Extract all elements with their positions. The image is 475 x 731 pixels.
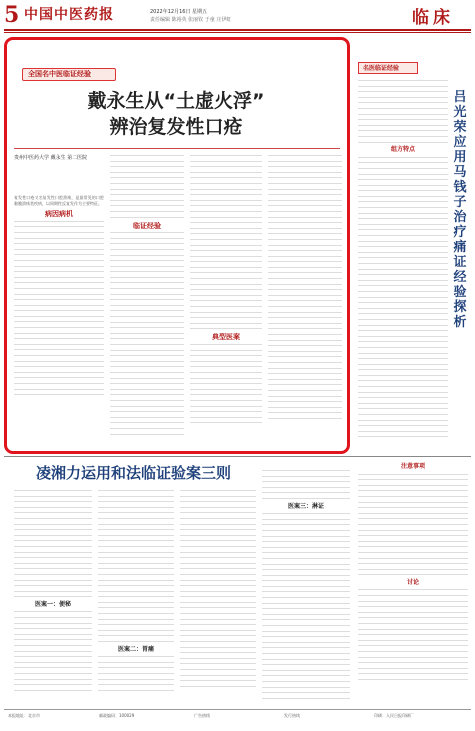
- second-column-4: [262, 470, 350, 700]
- right-subhead-formula: 组方特点: [390, 146, 415, 154]
- case-two-heading: 医案二：胃痛: [117, 645, 154, 653]
- right-column-lower: [358, 462, 468, 702]
- footer-printer: 印刷：人民日报印刷厂: [374, 713, 414, 718]
- feature-tag: 全国名中医临证经验: [28, 70, 91, 78]
- second-column-3: [180, 490, 256, 700]
- feature-column-2: [110, 155, 184, 445]
- section-divider: [4, 456, 471, 457]
- feature-column-3: [190, 155, 262, 445]
- right-vertical-title: 吕光荣应用马钱子治疗痛证经验探析: [453, 90, 467, 330]
- feature-column-4: [268, 155, 342, 445]
- issue-date: 2022年12月16日 星期五: [150, 9, 208, 15]
- case-three-heading: 医案三：淋证: [287, 502, 324, 510]
- feature-column-1: [14, 195, 104, 445]
- feature-body-preview: 复发性口疮又名复发性口腔溃疡，是最常见的口腔黏膜溃疡类疾病，以周期性反复发作为主要特征。: [14, 195, 104, 206]
- feature-rule: [14, 148, 340, 149]
- paper-name: 中国中医药报: [24, 7, 114, 23]
- page-number: 5: [4, 2, 20, 28]
- footer-ad-line: 广告热线: [194, 713, 210, 718]
- headline-line-2: 辨治复发性口疮: [109, 116, 243, 138]
- right-tag: 名医临证经验: [363, 65, 400, 72]
- footer-address: 本报地址：北京市: [8, 713, 40, 718]
- headline-line-1: 戴永生从“土虚火浮”: [87, 90, 265, 112]
- section-name: 临床: [412, 8, 454, 28]
- subhead-pathogenesis: 病因病机: [45, 210, 73, 219]
- masthead-rule-thin: [4, 32, 471, 33]
- editor-line: 责任编辑 陈裕英 张丽钦 于童 庄伊虹: [150, 17, 232, 23]
- second-column-2: [98, 490, 174, 700]
- masthead-rule: [4, 29, 471, 31]
- subhead-clinical-experience: 临证经验: [133, 221, 161, 230]
- footer: [4, 709, 471, 728]
- second-column-1: [14, 490, 92, 700]
- right-subhead-discussion: 讨论: [406, 578, 419, 586]
- footer-distribution: 发行热线: [284, 713, 300, 718]
- second-article-title: 凌湘力运用和法临证验案三则: [36, 464, 232, 482]
- right-subhead-notes: 注意事项: [400, 463, 425, 470]
- right-column-1: [358, 80, 448, 440]
- byline: [14, 155, 100, 191]
- feature-headline: [40, 88, 312, 140]
- footer-postcode: 邮政编码：100029: [99, 713, 135, 718]
- case-one-heading: 医案一：便秘: [34, 600, 71, 608]
- byline-names: 贵州中医药大学 戴永生 第二医院: [14, 155, 88, 161]
- subhead-typical-case: 典型医案: [212, 333, 240, 342]
